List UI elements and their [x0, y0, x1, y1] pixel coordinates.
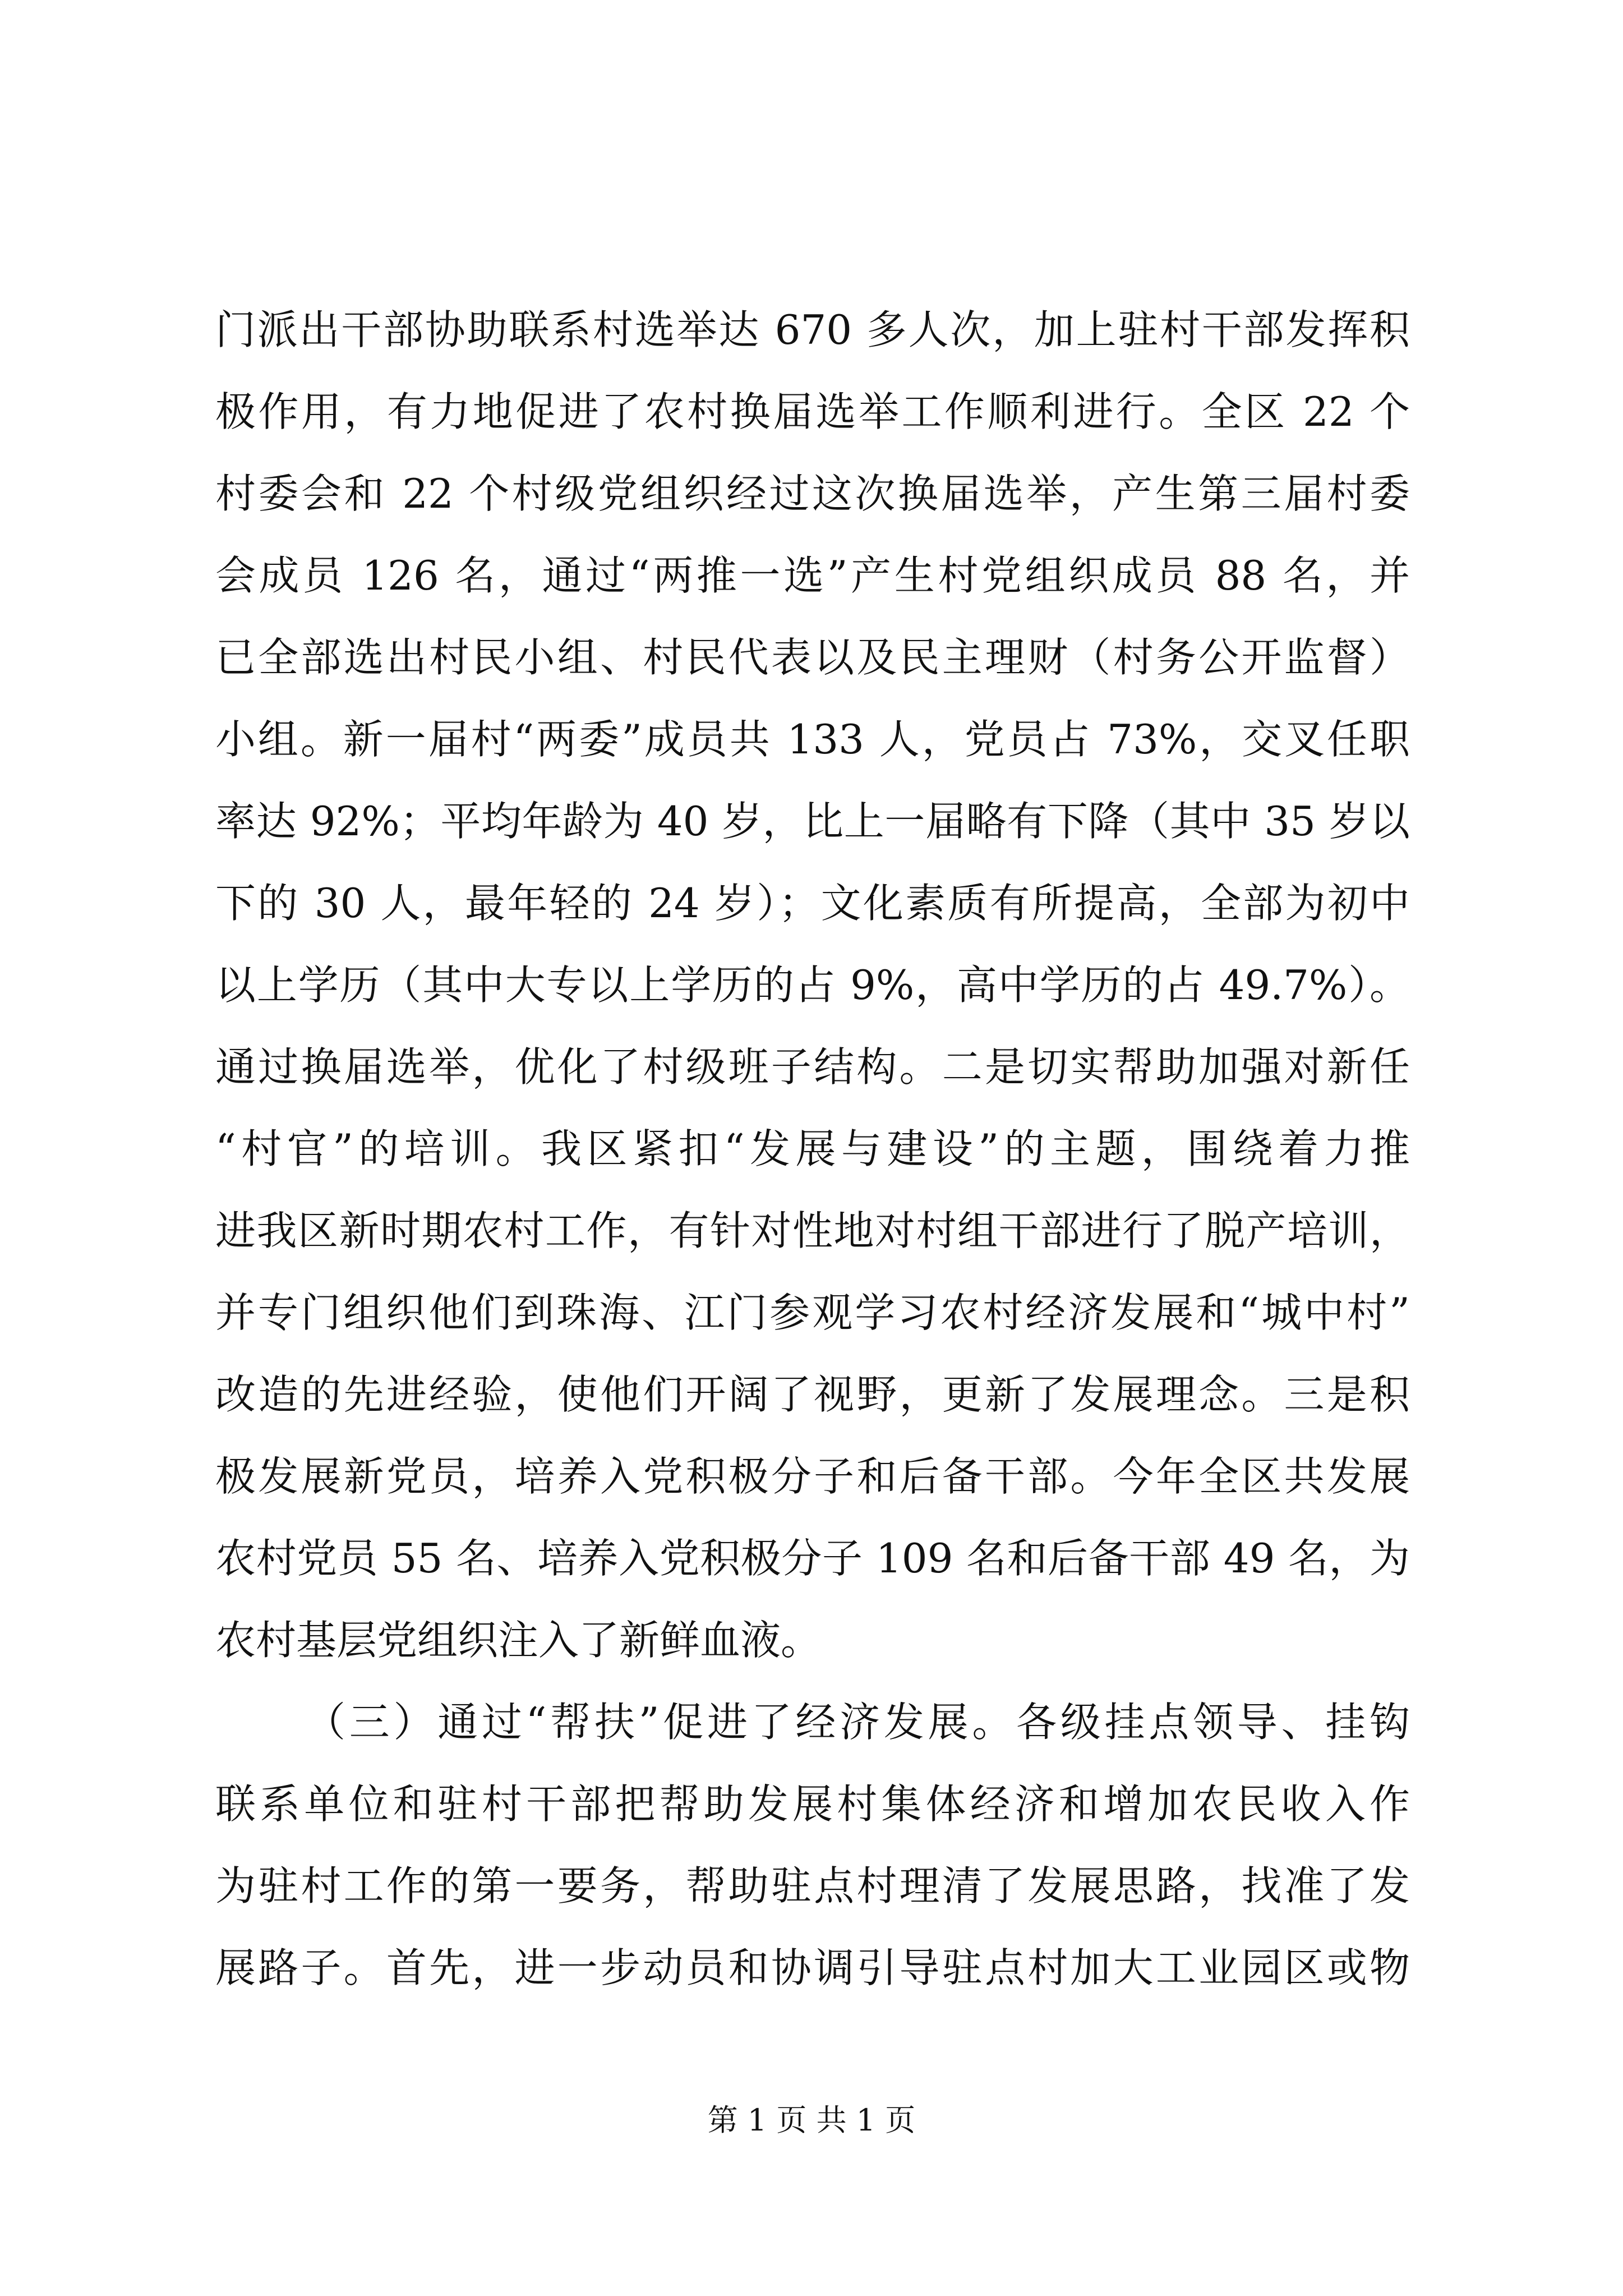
text-line-10: 通过换届选举，优化了村级班子结构。二是切实帮助加强对新任	[215, 1043, 1410, 1091]
text-line-7: 率达 92%；平均年龄为 40 岁，比上一届略有下降（其中 35 岁以	[215, 798, 1410, 845]
text-line-17: 农村基层党组织注入了新鲜血液。	[215, 1617, 822, 1664]
text-line-2: 极作用，有力地促进了农村换届选举工作顺利进行。全区 22 个	[215, 388, 1410, 435]
text-line-9: 以上学历（其中大专以上学历的占 9%，高中学历的占 49.7%）。	[215, 961, 1410, 1009]
text-line-16: 农村党员 55 名、培养入党积极分子 109 名和后备干部 49 名，为	[215, 1535, 1410, 1582]
text-line-5: 已全部选出村民小组、村民代表以及民主理财（村务公开监督）	[215, 634, 1410, 681]
text-line-1: 门派出干部协助联系村选举达 670 多人次，加上驻村干部发挥积	[215, 306, 1410, 353]
body-text	[215, 289, 1410, 2009]
text-line-19: 联系单位和驻村干部把帮助发展村集体经济和增加农民收入作	[215, 1780, 1410, 1828]
page-number-footer: 第 1 页 共 1 页	[707, 2102, 916, 2138]
text-line-11: “村官”的培训。我区紧扣“发展与建设”的主题，围绕着力推	[215, 1125, 1410, 1172]
text-line-3: 村委会和 22 个村级党组织经过这次换届选举，产生第三届村委	[215, 470, 1410, 517]
text-line-20: 为驻村工作的第一要务，帮助驻点村理清了发展思路，找准了发	[215, 1862, 1410, 1910]
text-line-14: 改造的先进经验，使他们开阔了视野，更新了发展理念。三是积	[215, 1371, 1410, 1418]
text-line-21: 展路子。首先，进一步动员和协调引导驻点村加大工业园区或物	[215, 1944, 1410, 1991]
text-line-8: 下的 30 人，最年轻的 24 岁）；文化素质有所提高，全部为初中	[215, 880, 1410, 927]
text-line-18: （三）通过“帮扶”促进了经济发展。各级挂点领导、挂钩	[305, 1699, 1410, 1746]
text-line-6: 小组。新一届村“两委”成员共 133 人，党员占 73%，交叉任职	[215, 716, 1410, 763]
text-line-4: 会成员 126 名，通过“两推一选”产生村党组织成员 88 名，并	[215, 552, 1410, 599]
text-line-15: 极发展新党员，培养入党积极分子和后备干部。今年全区共发展	[215, 1453, 1410, 1500]
text-line-12: 进我区新时期农村工作，有针对性地对村组干部进行了脱产培训，	[215, 1207, 1410, 1254]
text-line-13: 并专门组织他们到珠海、江门参观学习农村经济发展和“城中村”	[215, 1289, 1410, 1336]
